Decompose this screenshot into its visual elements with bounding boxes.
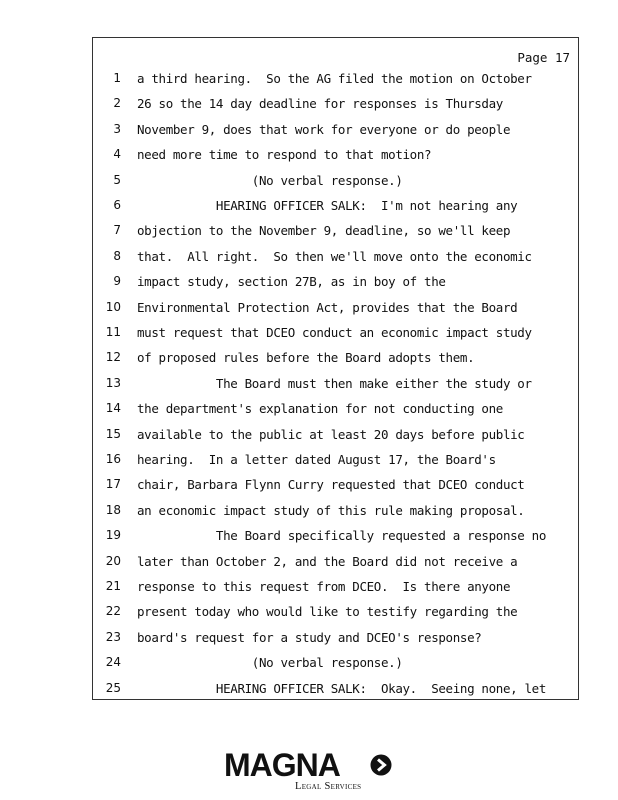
line-number: 9 — [113, 274, 121, 289]
line-number: 2 — [113, 96, 121, 111]
transcript-line — [93, 325, 580, 345]
transcript-line — [93, 376, 580, 396]
line-number: 15 — [105, 426, 121, 441]
transcript-line — [93, 604, 580, 624]
line-text: chair, Barbara Flynn Curry requested that DCEO conduct — [137, 477, 525, 493]
transcript-line — [93, 223, 580, 243]
chevron-circle-icon — [370, 754, 392, 776]
line-number: 19 — [105, 528, 121, 543]
line-text: The Board specifically requested a response no — [137, 528, 547, 544]
transcript-line — [93, 655, 580, 675]
line-number: 11 — [105, 325, 121, 339]
line-number: 16 — [105, 452, 121, 466]
line-text: later than October 2, and the Board did not receive a — [137, 553, 518, 569]
transcript-line — [93, 681, 580, 701]
line-number: 10 — [105, 299, 121, 314]
line-text: hearing. In a letter dated August 17, the Board's — [137, 452, 496, 467]
line-number: 22 — [105, 604, 121, 619]
transcript-line — [93, 96, 580, 116]
transcript-line — [93, 300, 580, 320]
line-text: 26 so the 14 day deadline for responses is Thursday — [137, 96, 503, 112]
line-number: 17 — [105, 477, 121, 492]
line-number: 1 — [113, 71, 121, 85]
transcript-line — [93, 427, 580, 447]
logo-wordmark: MAGNA — [224, 747, 340, 783]
line-text: (No verbal response.) — [137, 172, 403, 188]
line-text: that. All right. So then we'll move onto the economic — [137, 248, 532, 264]
transcript-line — [93, 452, 580, 472]
line-text: Environmental Protection Act, provides that the Board — [137, 299, 518, 315]
line-text: impact study, section 27B, as in boy of the — [137, 274, 446, 290]
transcript-line — [93, 554, 580, 574]
transcript-line — [93, 350, 580, 370]
page-number: Page 17 — [517, 50, 570, 65]
line-text: available to the public at least 20 days before public — [137, 426, 525, 442]
transcript-line — [93, 401, 580, 421]
line-text: present today who would like to testify regarding the — [137, 604, 518, 620]
line-text: a third hearing. So the AG filed the motion on October — [137, 71, 532, 86]
line-text: must request that DCEO conduct an economic impact study — [137, 325, 532, 340]
logo-subtitle: Legal Services — [295, 781, 362, 792]
transcript-line — [93, 173, 580, 193]
transcript-line — [93, 122, 580, 142]
line-text: the department's explanation for not conducting one — [137, 401, 503, 417]
line-text: objection to the November 9, deadline, so we'll keep — [137, 223, 511, 239]
line-text: The Board must then make either the study or — [137, 375, 532, 391]
magna-logo — [224, 748, 394, 794]
transcript-page — [92, 37, 579, 700]
transcript-line — [93, 147, 580, 167]
line-text: of proposed rules before the Board adopts them. — [137, 350, 475, 366]
line-text: response to this request from DCEO. Is there anyone — [137, 579, 511, 594]
line-text: HEARING OFFICER SALK: Okay. Seeing none, let — [137, 680, 547, 696]
line-number: 23 — [105, 629, 121, 644]
line-number: 18 — [105, 502, 121, 517]
line-number: 21 — [105, 579, 121, 593]
transcript-line — [93, 71, 580, 91]
transcript-line — [93, 630, 580, 650]
line-text: need more time to respond to that motion? — [137, 147, 432, 163]
line-text: November 9, does that work for everyone or do people — [137, 121, 511, 137]
transcript-line — [93, 477, 580, 497]
line-number: 5 — [113, 172, 121, 187]
line-number: 7 — [113, 223, 121, 238]
line-number: 13 — [105, 375, 121, 390]
transcript-line — [93, 503, 580, 523]
line-number: 25 — [105, 680, 121, 695]
line-text: an economic impact study of this rule making proposal. — [137, 502, 525, 518]
transcript-line — [93, 579, 580, 599]
line-number: 6 — [113, 198, 121, 212]
line-number: 20 — [105, 553, 121, 568]
line-text: board's request for a study and DCEO's response? — [137, 629, 482, 645]
line-number: 14 — [105, 401, 121, 416]
line-number: 12 — [105, 350, 121, 365]
transcript-line — [93, 528, 580, 548]
line-text: (No verbal response.) — [137, 655, 403, 671]
transcript-line — [93, 249, 580, 269]
line-number: 8 — [113, 248, 121, 263]
line-number: 24 — [105, 655, 121, 670]
line-number: 3 — [113, 121, 121, 136]
transcript-line — [93, 198, 580, 218]
transcript-line — [93, 274, 580, 294]
line-text: HEARING OFFICER SALK: I'm not hearing any — [137, 198, 518, 213]
line-number: 4 — [113, 147, 121, 162]
